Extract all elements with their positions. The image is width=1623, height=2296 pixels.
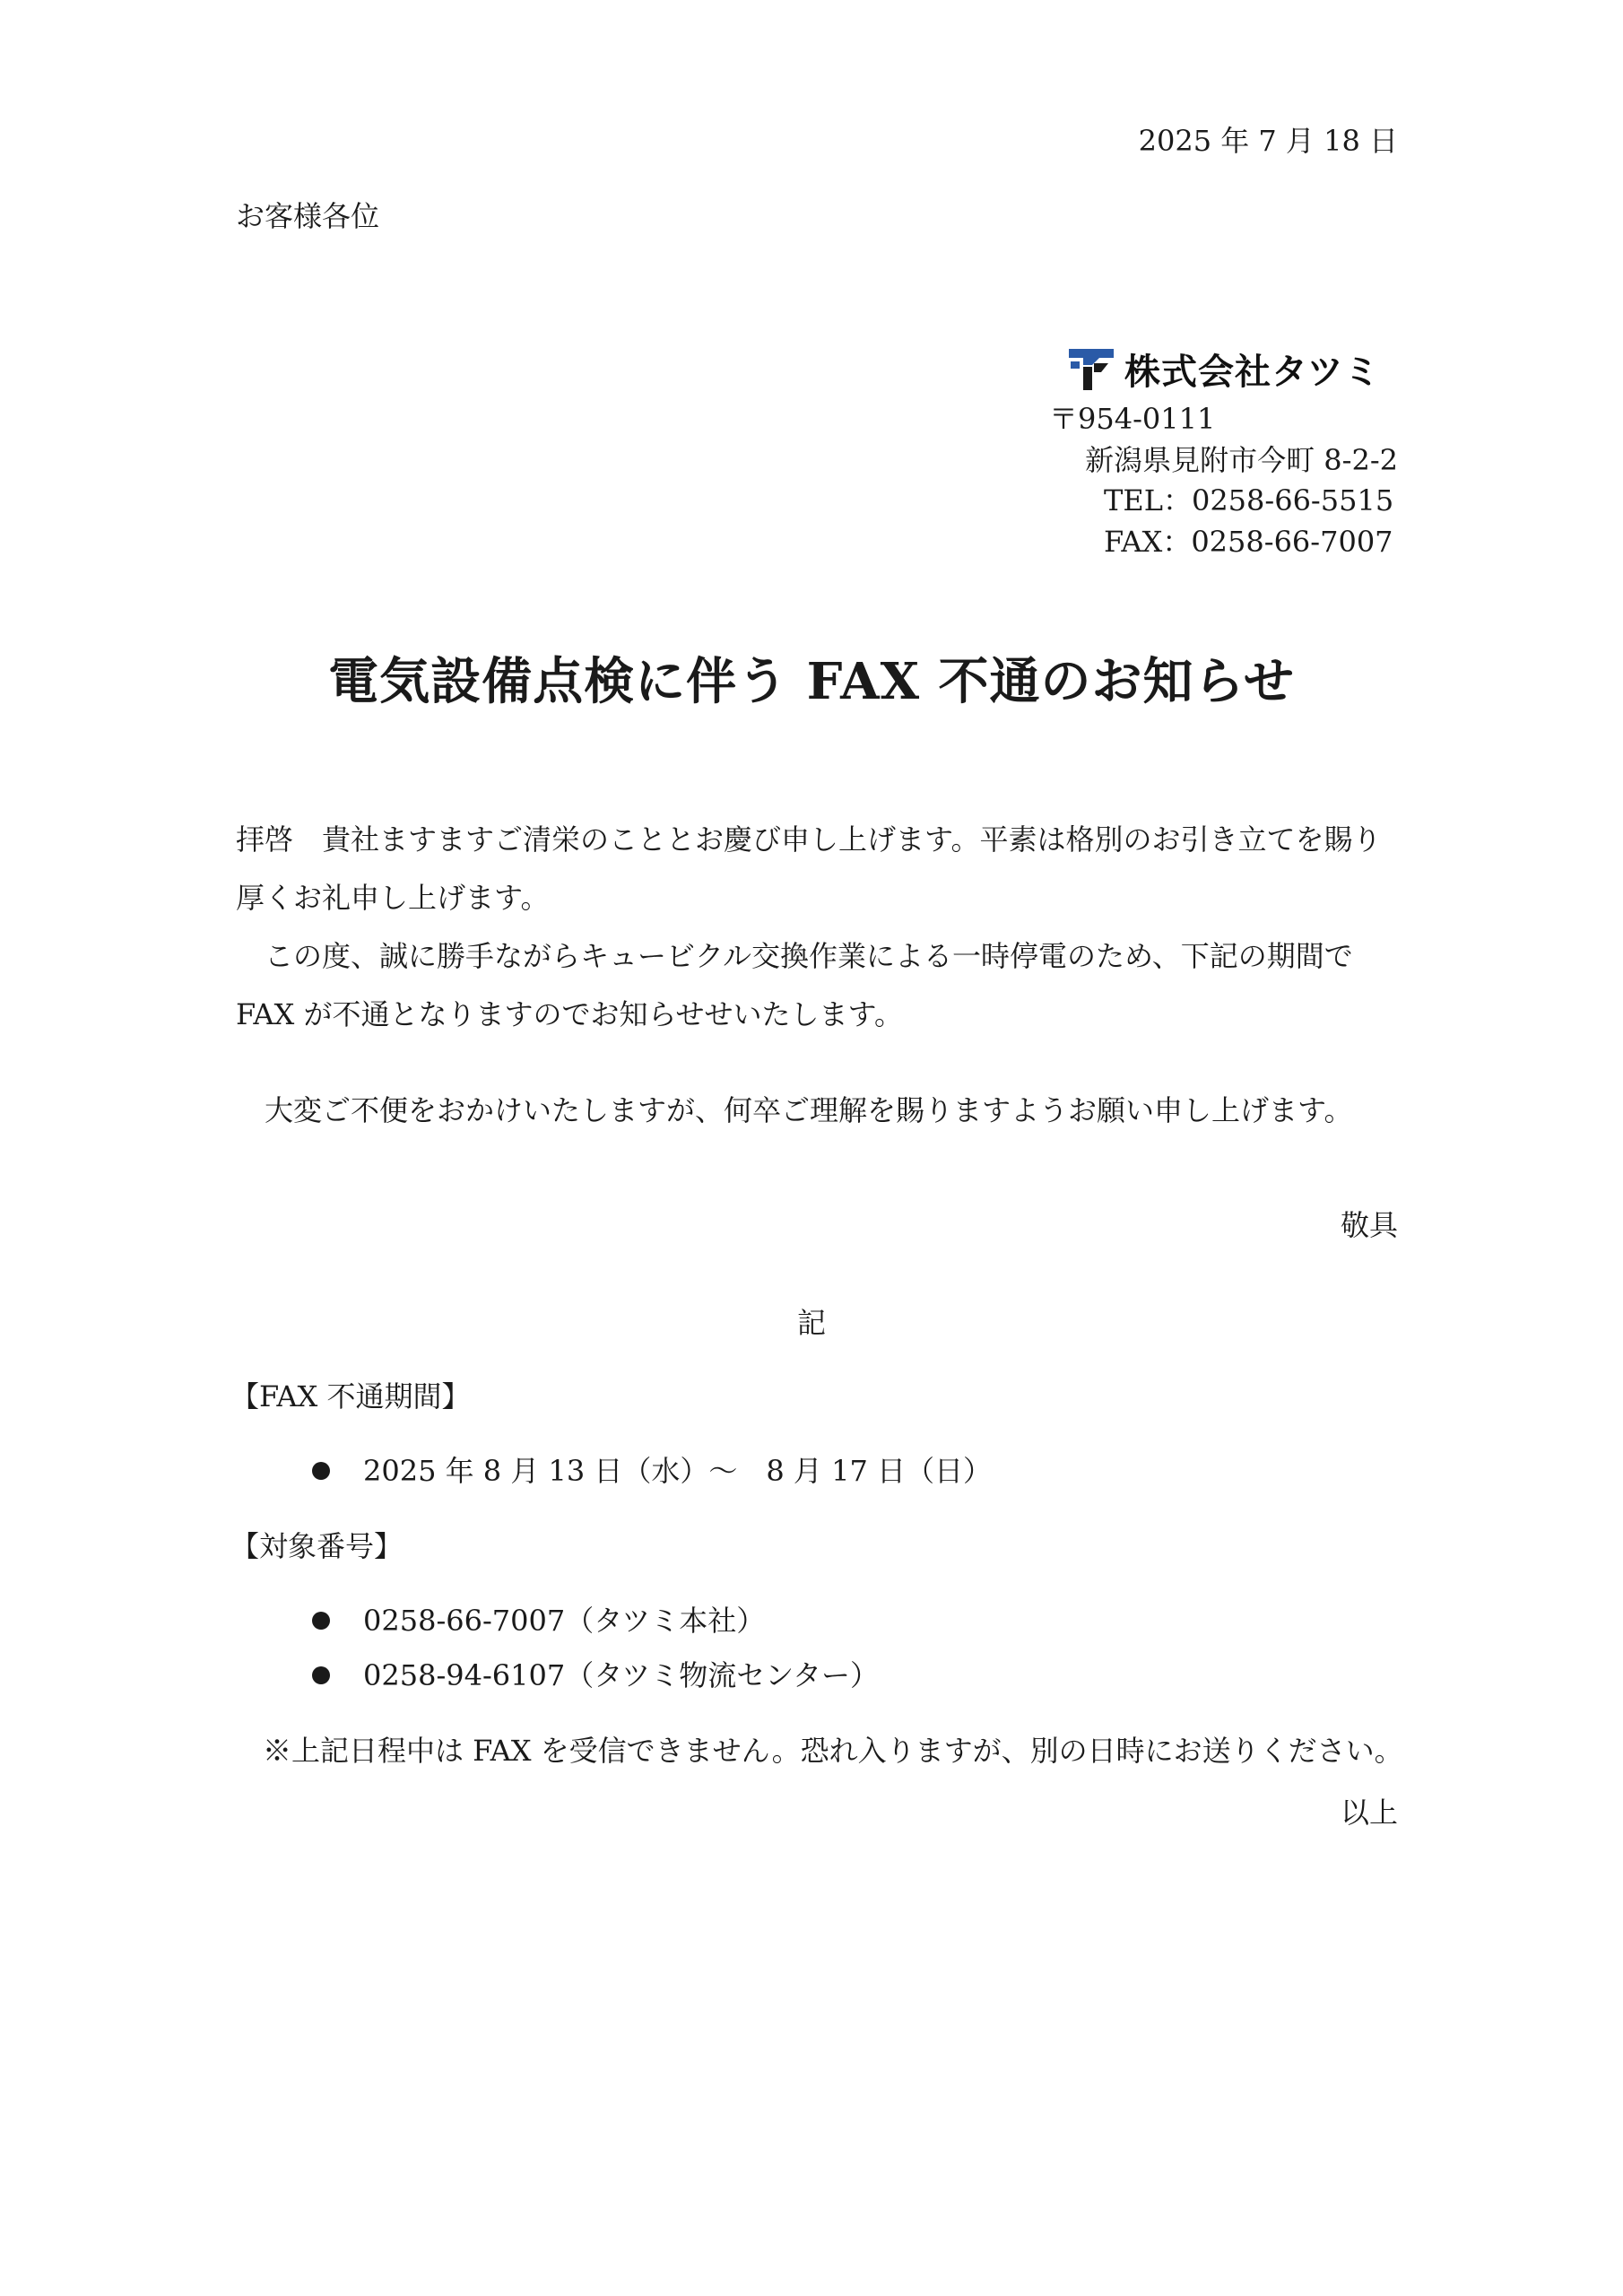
period-heading: 【FAX 不通期間】 <box>230 1379 471 1413</box>
company-name: 株式会社タツミ <box>1124 352 1381 393</box>
tel-number: TEL：0258-66-5515 <box>1104 483 1394 517</box>
note: ※上記日程中は FAX を受信できません。恐れ入りますが、別の日時にお送りください。 <box>263 1734 1403 1768</box>
target-list-item <box>312 1657 879 1693</box>
document-date: 2025 年 7 月 18 日 <box>1138 124 1398 158</box>
target-number-text: 0258-66-7007（タツミ本社） <box>363 1604 766 1638</box>
fax-number: FAX：0258-66-7007 <box>1104 525 1393 559</box>
company-logo <box>1065 344 1381 395</box>
address: 新潟県見附市今町 8-2-2 <box>1085 443 1398 477</box>
ki-heading: 記 <box>796 1306 826 1340</box>
body-paragraph-apology: 大変ご不便をおかけいたしますが、何卒ご理解を賜りますようお願い申し上げます。 <box>236 1093 1353 1127</box>
bullet-icon <box>312 1666 330 1684</box>
closing-ijou: 以上 <box>1340 1796 1398 1830</box>
body-paragraph-greeting: 拝啓 貴社ますますご清栄のこととお慶び申し上げます。平素は格別のお引き立てを賜り厚くお礼申し上げます。 <box>236 822 1382 915</box>
recipient: お客様各位 <box>236 199 380 233</box>
closing-keigu: 敬具 <box>1340 1208 1398 1242</box>
target-list-item <box>312 1603 765 1639</box>
bullet-icon <box>312 1612 330 1630</box>
period-text: 2025 年 8 月 13 日（水）～ 8 月 17 日（日） <box>363 1454 992 1488</box>
tatsumi-logo-icon <box>1065 345 1117 394</box>
postal-code: 〒954-0111 <box>1049 402 1216 436</box>
target-number-text: 0258-94-6107（タツミ物流センター） <box>363 1658 879 1692</box>
period-list-item <box>312 1453 992 1489</box>
bullet-icon <box>312 1462 330 1480</box>
body-paragraph-notice: この度、誠に勝手ながらキュービクル交換作業による一時停電のため、下記の期間で FAX が不通となりますのでお知らせせいたします。 <box>236 939 1353 1031</box>
document-title: 電気設備点検に伴う FAX 不通のお知らせ <box>328 652 1295 711</box>
target-heading: 【対象番号】 <box>230 1529 404 1563</box>
